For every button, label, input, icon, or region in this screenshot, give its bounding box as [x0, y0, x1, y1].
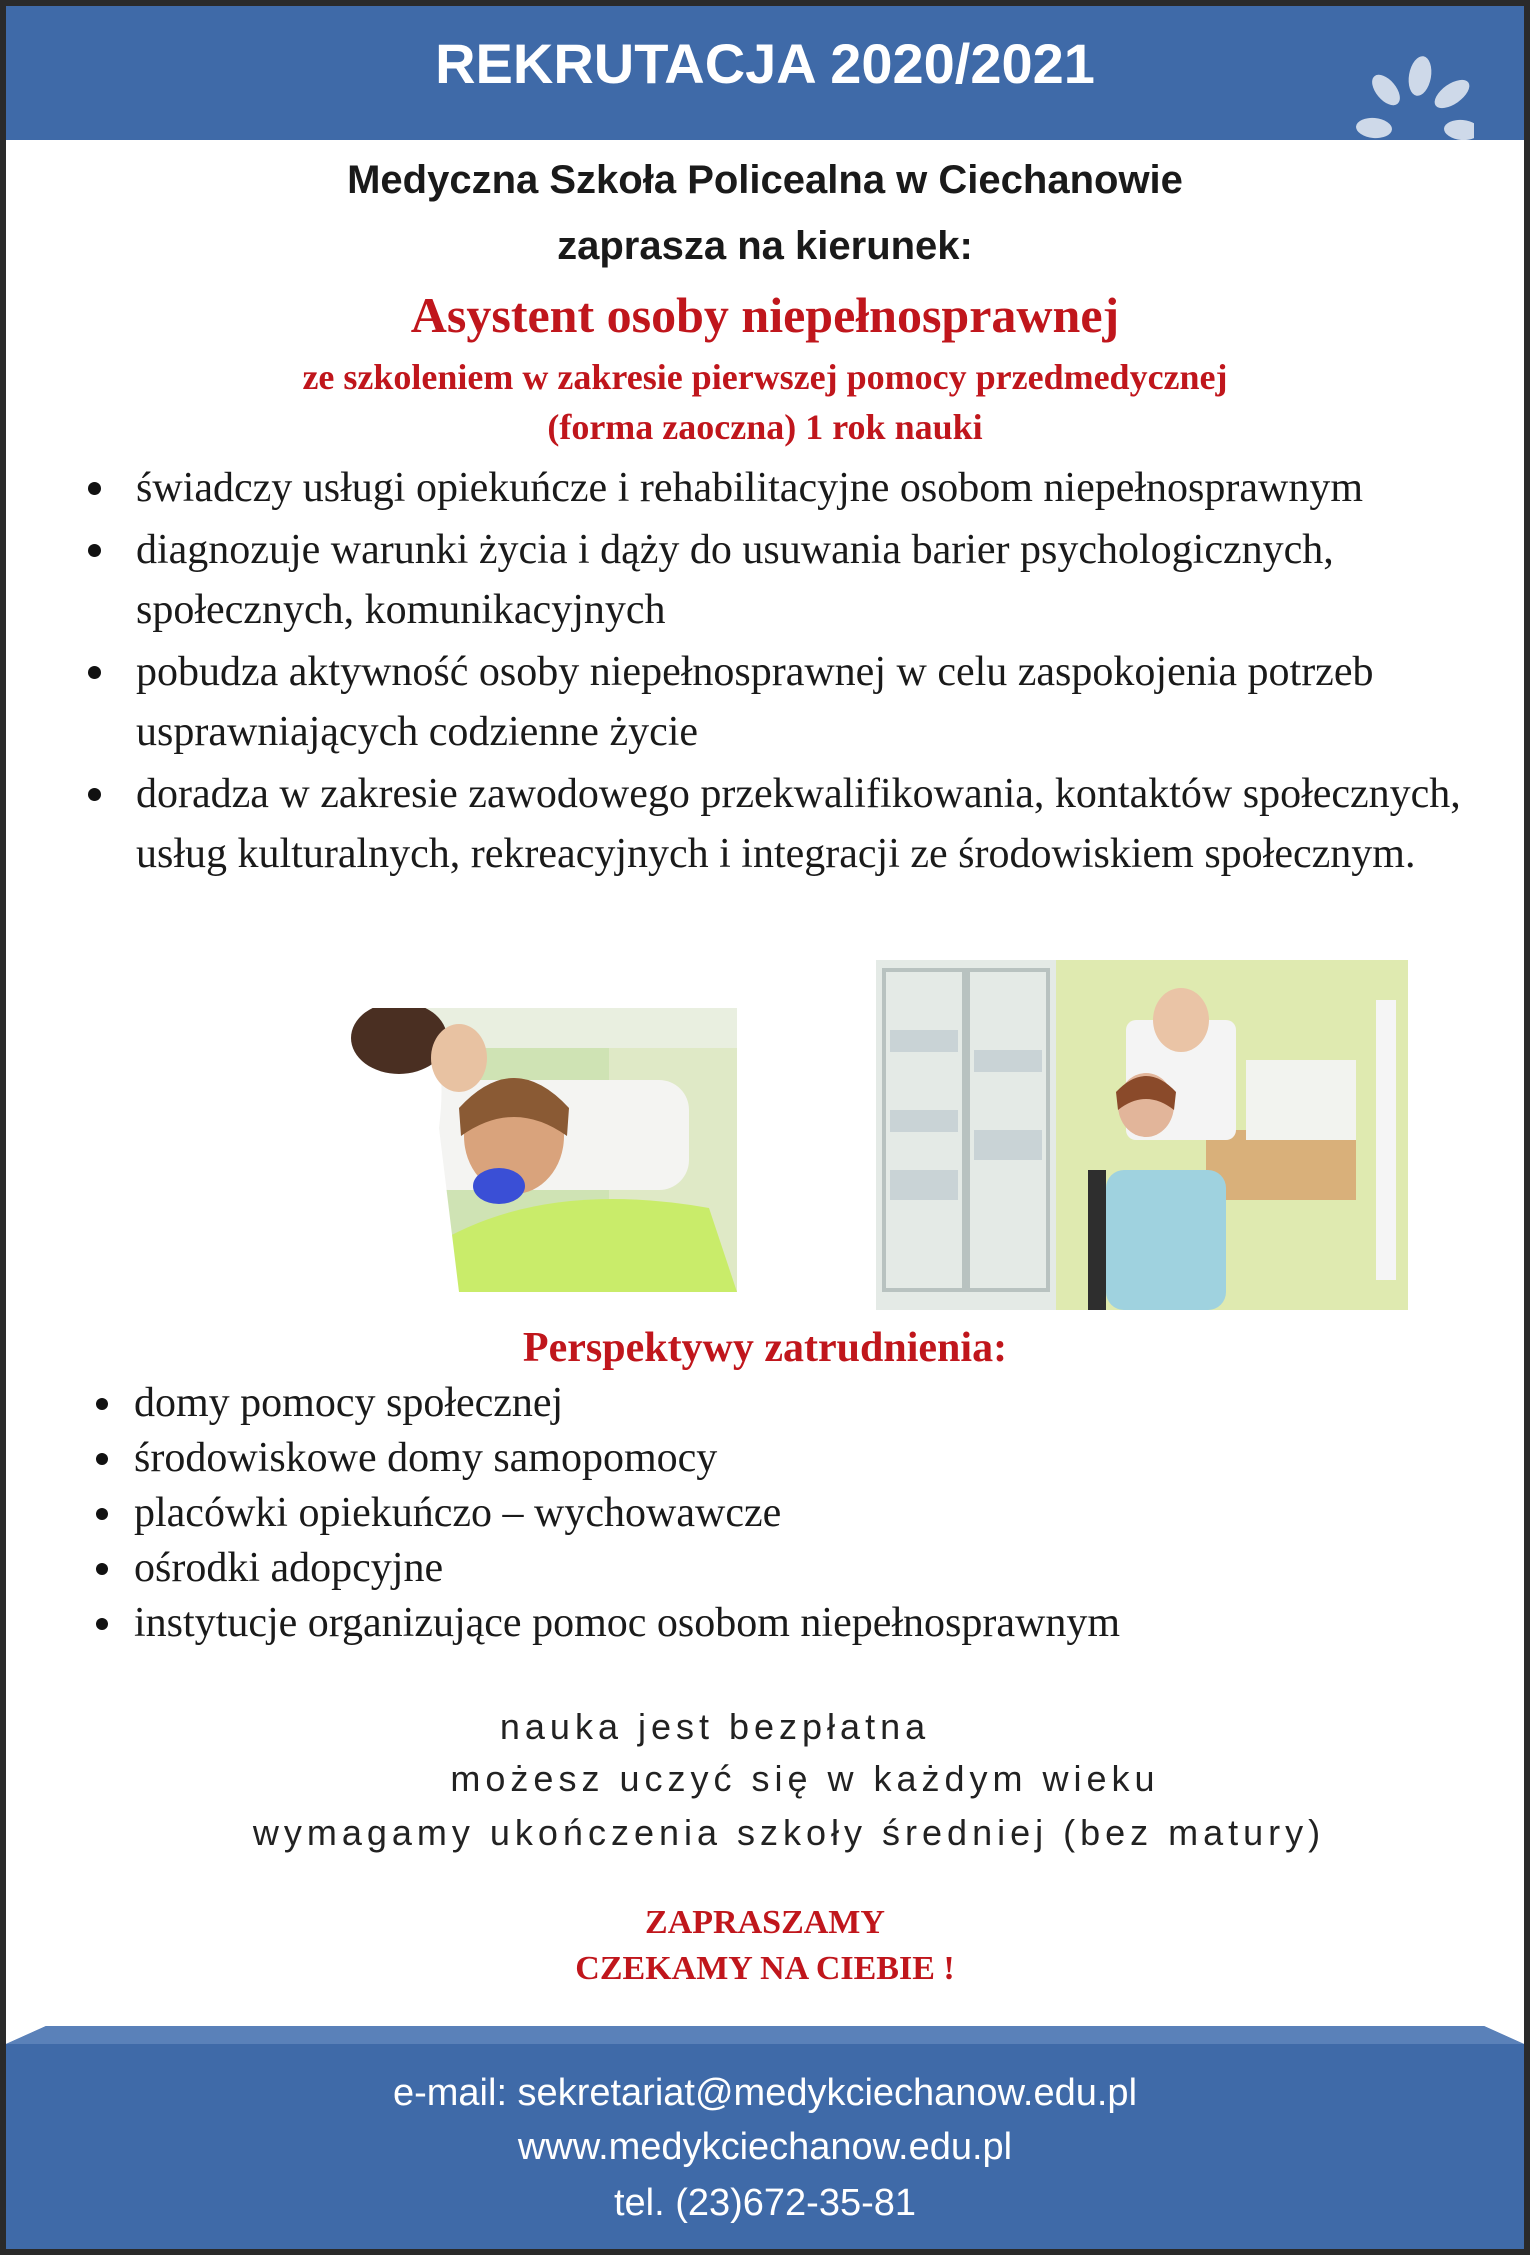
closing-invite: ZAPRASZAMY: [645, 1904, 885, 1941]
employment-list: [76, 1376, 1476, 1651]
list-item: świadczy usługi opiekuńcze i rehabilitacyjne osobom niepełnosprawnym: [66, 458, 1466, 518]
list-item: placówki opiekuńczo – wychowawcze: [76, 1486, 1476, 1541]
recruitment-poster: [6, 6, 1524, 2249]
list-item: doradza w zakresie zawodowego przekwalifikowania, kontaktów społecznych, usług kulturalnych, rekreacyjnych i integracji ze środowiskiem społecznym.: [66, 764, 1466, 884]
photo-care-room: [876, 960, 1408, 1310]
employment-title: Perspektywy zatrudnienia:: [522, 1325, 1008, 1371]
contact-email[interactable]: e-mail: sekretariat@medykciechanow.edu.pl: [392, 2072, 1138, 2114]
info-any-age: możesz uczyć się w każdym wieku: [450, 1758, 1160, 1799]
site-logo: [1184, 54, 1484, 206]
photo-first-aid-training: [309, 1008, 737, 1292]
list-item: diagnozuje warunki życia i dąży do usuwania barier psychologicznych, społecznych, komunikacyjnych: [66, 520, 1466, 640]
course-form: (forma zaoczna) 1 rok nauki: [547, 407, 983, 447]
duties-list: [66, 458, 1466, 886]
info-requirements: wymagamy ukończenia szkoły średniej (bez matury): [252, 1812, 1326, 1853]
logo-text: coza: [1184, 153, 1295, 206]
sun-logo-icon: [1334, 54, 1474, 164]
contact-phone: tel. (23)672-35-81: [613, 2182, 917, 2224]
list-item: domy pomocy społecznej: [76, 1376, 1476, 1431]
school-name: Medyczna Szkoła Policealna w Ciechanowie: [347, 158, 1183, 202]
list-item: środowiskowe domy samopomocy: [76, 1431, 1476, 1486]
list-item: ośrodki adopcyjne: [76, 1541, 1476, 1596]
poster-title: REKRUTACJA 2020/2021: [435, 32, 1095, 95]
contact-website[interactable]: www.medykciechanow.edu.pl: [517, 2126, 1013, 2168]
list-item: pobudza aktywność osoby niepełnosprawnej w celu zaspokojenia potrzeb usprawniających codzienne życie: [66, 642, 1466, 762]
course-title: Asystent osoby niepełnosprawnej: [410, 287, 1120, 343]
invite-line: zaprasza na kierunek:: [557, 224, 973, 268]
course-subtitle: ze szkoleniem w zakresie pierwszej pomocy przedmedycznej: [302, 357, 1228, 397]
list-item: instytucje organizujące pomoc osobom niepełnosprawnym: [76, 1596, 1476, 1651]
info-free-tuition: nauka jest bezpłatna: [499, 1706, 931, 1747]
closing-waiting: CZEKAMY NA CIEBIE !: [575, 1950, 955, 1987]
